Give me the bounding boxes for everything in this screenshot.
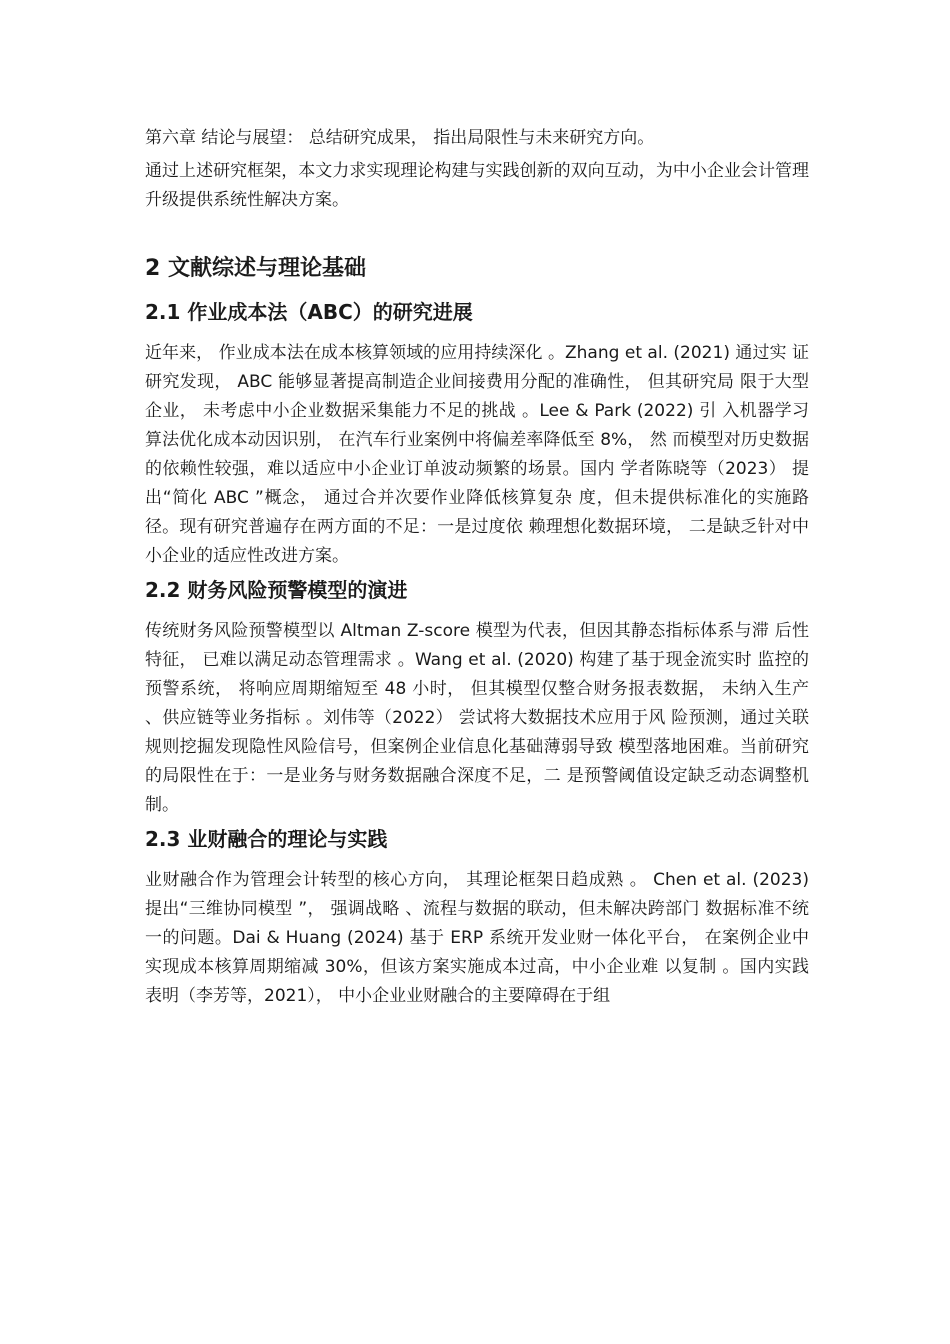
section-2-1-heading: 2.1 作业成本法（ABC）的研究进展 xyxy=(145,300,473,324)
section-2-heading: 2 文献综述与理论基础 xyxy=(145,256,366,281)
section-2-2-heading: 2.2 财务风险预警模型的演进 xyxy=(145,578,408,602)
section-2-1-paragraph: 近年来， 作业成本法在成本核算领域的应用持续深化 。Zhang et al. (2021) 通过实 证研究发现， ABC 能够显著提高制造企业间接费用分配的准确性， 但其研究局 限于大型企业， 未考虑中小企业数据采集能力不足的挑战 。Lee & Park (2022) 引 入机器学习算法优化成本动因识别， 在汽车行业案例中将偏差率降低至 8%， 然 而模型对历史数据的依赖性较强，难以适应中小企业订单波动频繁的场景。国内 学者陈晓等（2023） 提出“简化 ABC ”概念， 通过合并次要作业降低核算复杂 度，但未提供标准化的实施路径。现有研究普遍存在两方面的不足：一是过度依 赖理想化数据环境， 二是缺乏针对中小企业的适应性改进方案。 xyxy=(145,343,809,566)
framework-summary-paragraph: 通过上述研究框架，本文力求实现理论构建与实践创新的双向互动，为中小企业会计管理升级提供系统性解决方案。 xyxy=(145,161,809,210)
section-2-3-heading: 2.3 业财融合的理论与实践 xyxy=(145,827,388,851)
section-2-2-paragraph: 传统财务风险预警模型以 Altman Z-score 模型为代表，但因其静态指标体系与滞 后性特征， 已难以满足动态管理需求 。Wang et al. (2020) 构建了基于现金流实时 监控的预警系统， 将响应周期缩短至 48 小时， 但其模型仅整合财务报表数据， 未纳入生产 、供应链等业务指标 。刘伟等（2022） 尝试将大数据技术应用于风 险预测，通过关联规则挖掘发现隐性风险信号，但案例企业信息化基础薄弱导致 模型落地困难。当前研究的局限性在于：一是业务与财务数据融合深度不足，二 是预警阈值设定缺乏动态调整机制。 xyxy=(145,621,809,815)
document-content xyxy=(145,124,809,1011)
section-2-3-paragraph: 业财融合作为管理会计转型的核心方向， 其理论框架日趋成熟 。 Chen et al. (2023) 提出“三维协同模型 ”， 强调战略 、流程与数据的联动，但未解决跨部门 数据标准不统一的问题。Dai & Huang (2024) 基于 ERP 系统开发业财一体化平台， 在案例企业中实现成本核算周期缩减 30%，但该方案实施成本过高，中小企业难 以复制 。国内实践表明（李芳等，2021）， 中小企业业财融合的主要障碍在于组 xyxy=(145,870,809,1006)
chapter-six-line: 第六章 结论与展望： 总结研究成果， 指出局限性与未来研究方向。 xyxy=(145,128,655,148)
